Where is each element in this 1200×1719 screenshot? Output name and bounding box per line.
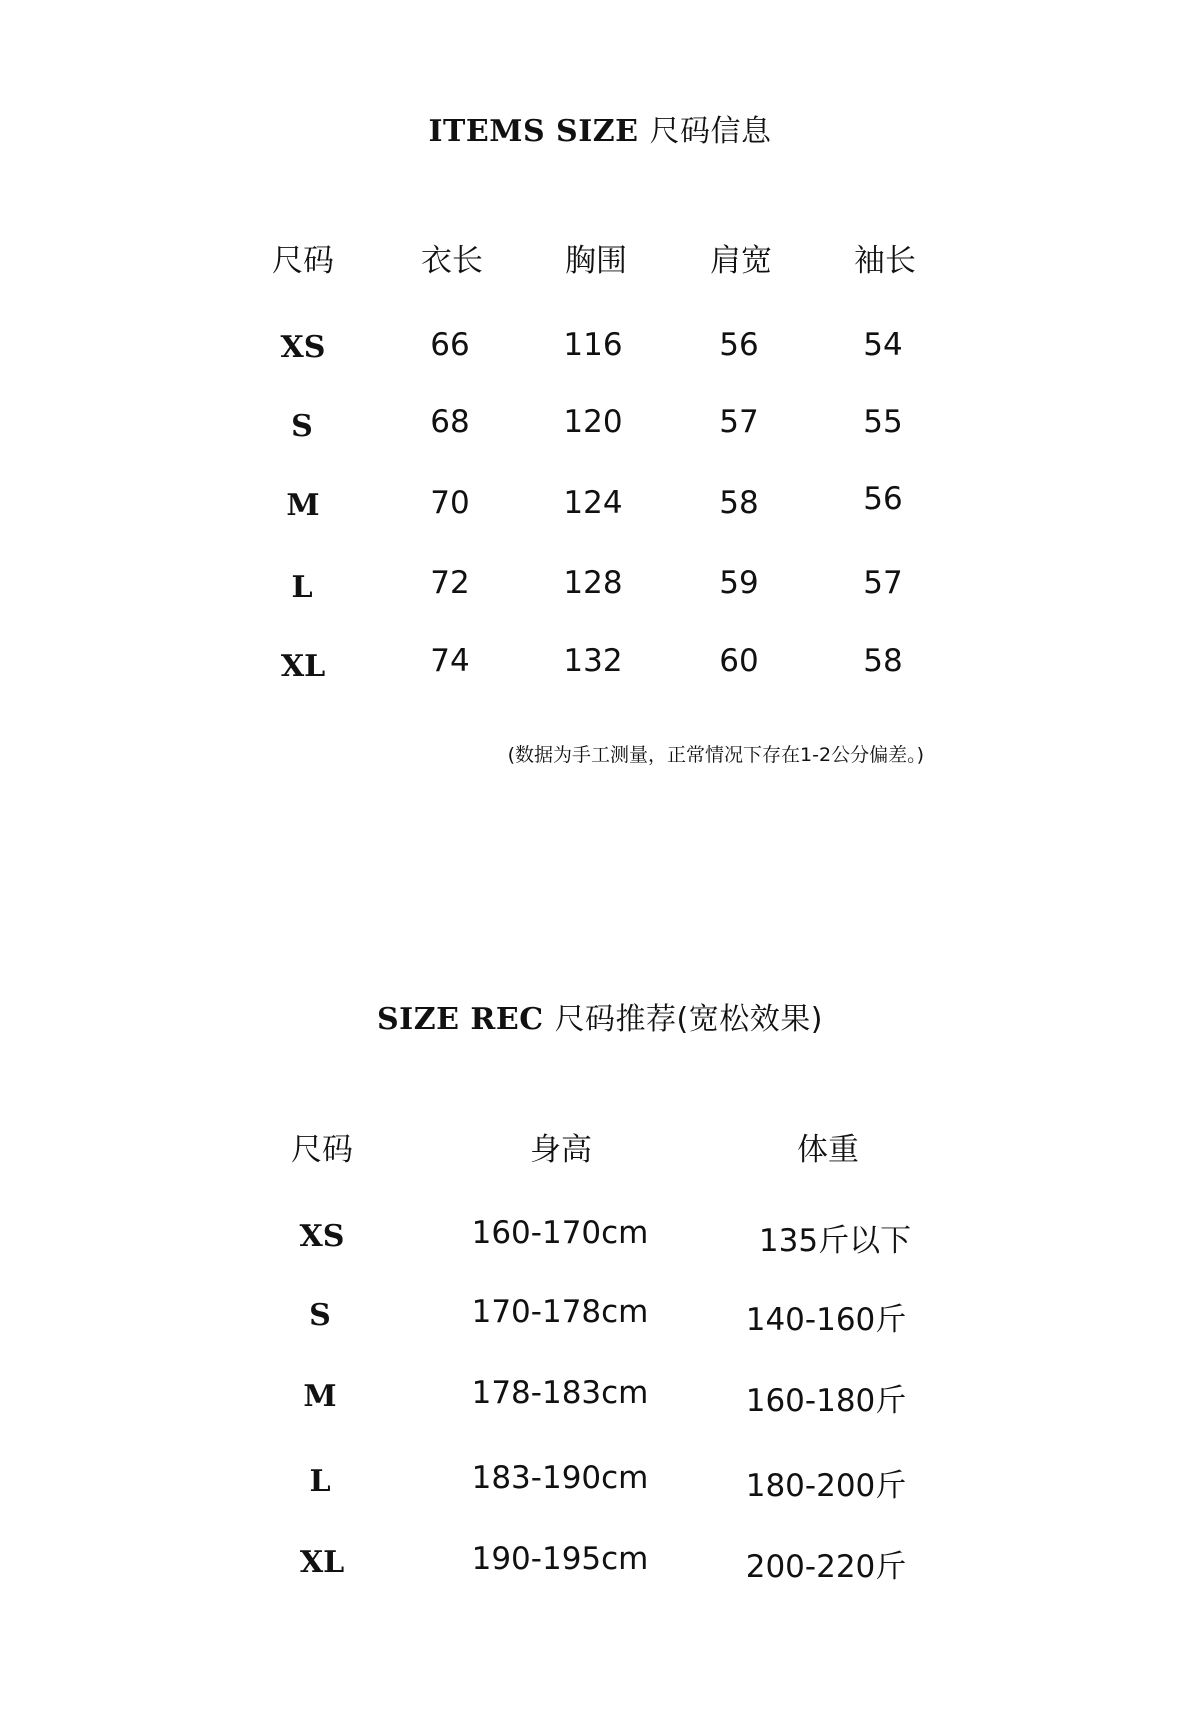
row-size-label: XL <box>280 649 326 684</box>
row-shoulder: 57 <box>719 404 759 440</box>
header-size: 尺码 <box>272 243 334 279</box>
row-size-label: S <box>291 409 313 444</box>
header-height: 身高 <box>530 1132 592 1168</box>
row-height: 190-195cm <box>471 1541 649 1577</box>
row-size-label: L <box>291 570 313 605</box>
row-shoulder: 59 <box>719 565 759 601</box>
measurement-note: (数据为手工测量，正常情况下存在1-2公分偏差。) <box>507 744 924 766</box>
row-weight: 140-160斤 <box>745 1302 907 1338</box>
items-size-title-latin: ITEMS SIZE <box>428 114 639 149</box>
row-size-label: XS <box>280 330 326 365</box>
header-length: 衣长 <box>421 243 483 279</box>
row-sleeve: 56 <box>863 481 903 517</box>
row-length: 68 <box>430 404 470 440</box>
header-shoulder: 肩宽 <box>710 243 772 279</box>
row-length: 66 <box>430 327 470 363</box>
size-rec-title-cjk: 尺码推荐(宽松效果) <box>554 1002 823 1037</box>
row-size-label: XL <box>299 1545 345 1580</box>
row-shoulder: 58 <box>719 485 759 521</box>
row-length: 72 <box>430 565 470 601</box>
row-weight: 160-180斤 <box>745 1383 907 1419</box>
items-size-title-cjk: 尺码信息 <box>649 114 772 149</box>
header-sleeve: 袖长 <box>854 243 916 279</box>
row-sleeve: 55 <box>863 404 903 440</box>
row-size-label: L <box>309 1464 331 1499</box>
items-size-title <box>0 106 1200 150</box>
row-weight: 200-220斤 <box>745 1549 907 1585</box>
row-length: 70 <box>430 485 470 521</box>
row-height: 183-190cm <box>471 1460 649 1496</box>
row-weight: 135斤以下 <box>758 1223 912 1259</box>
row-size-label: M <box>286 488 320 523</box>
row-chest: 128 <box>563 565 623 601</box>
header-weight: 体重 <box>797 1132 859 1168</box>
row-weight: 180-200斤 <box>745 1468 907 1504</box>
row-sleeve: 58 <box>863 643 903 679</box>
row-chest: 124 <box>563 485 623 521</box>
row-chest: 116 <box>563 327 623 363</box>
header-size: 尺码 <box>291 1132 353 1168</box>
row-height: 178-183cm <box>471 1375 649 1411</box>
row-sleeve: 54 <box>863 327 903 363</box>
row-length: 74 <box>430 643 470 679</box>
row-chest: 120 <box>563 404 623 440</box>
row-shoulder: 56 <box>719 327 759 363</box>
row-height: 170-178cm <box>471 1294 649 1330</box>
row-shoulder: 60 <box>719 643 759 679</box>
header-chest: 胸围 <box>565 243 627 279</box>
row-size-label: M <box>303 1379 337 1414</box>
row-chest: 132 <box>563 643 623 679</box>
size-rec-title <box>0 994 1200 1038</box>
size-rec-title-latin: SIZE REC <box>377 1002 544 1037</box>
row-size-label: XS <box>299 1219 345 1254</box>
row-sleeve: 57 <box>863 565 903 601</box>
row-height: 160-170cm <box>471 1215 649 1251</box>
row-size-label: S <box>309 1298 331 1333</box>
